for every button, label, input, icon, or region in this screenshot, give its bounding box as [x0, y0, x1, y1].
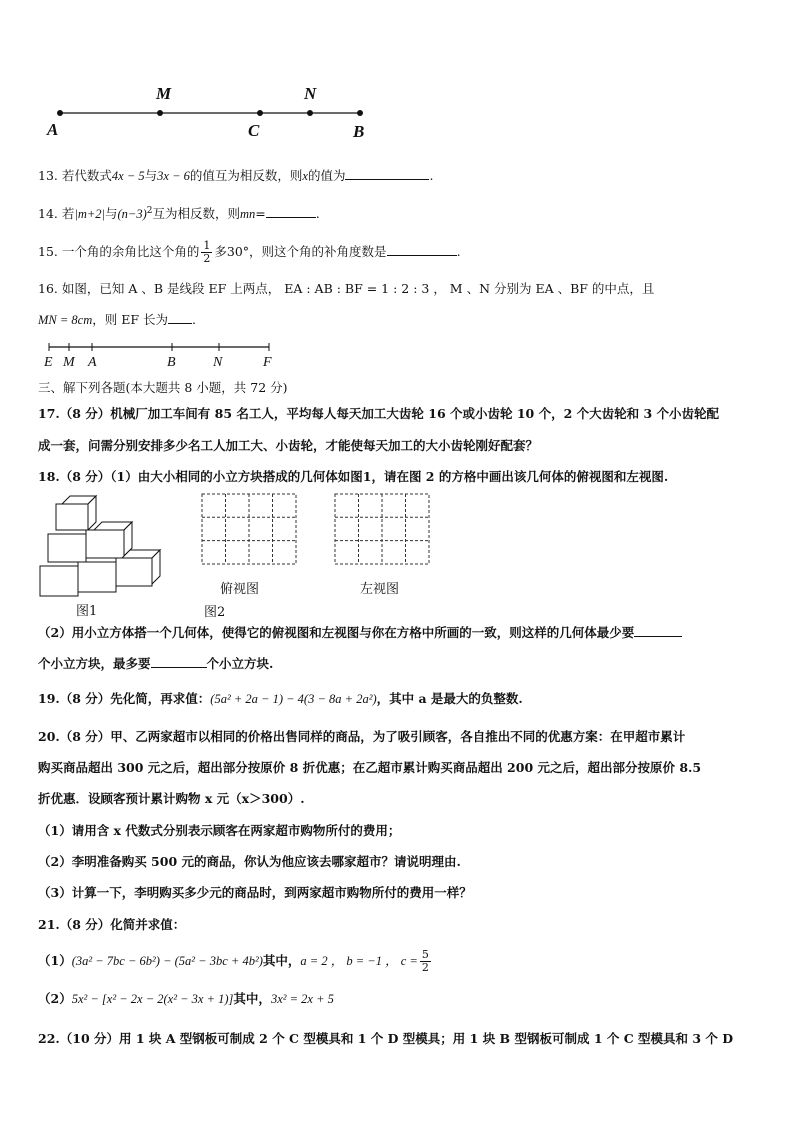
top-view-grid[interactable] — [201, 493, 297, 565]
q18-part2-text: （2）用小立方体搭一个几何体，使得它的俯视图和左视图与你在方格中所画的一致，则这样的几何体最少要 — [38, 625, 635, 640]
q15-fraction — [201, 240, 212, 265]
q15-answer-blank[interactable] — [387, 243, 457, 256]
q14-text-3: 互为相反数，则 — [152, 206, 241, 222]
question-16-line-2 — [38, 311, 196, 329]
q21-part2-label: （2） — [38, 991, 72, 1006]
q21-part2-condition: 3x² = 2x + 5 — [270, 992, 334, 1006]
q14-text-2: 与 — [104, 206, 118, 222]
top-view-label: 俯视图 — [220, 582, 260, 597]
q16-label-m: M — [63, 355, 75, 370]
q16-label-e: E — [44, 355, 53, 370]
left-view-grid[interactable] — [334, 493, 430, 565]
q14-eq: = — [255, 206, 266, 222]
q15-text-1: 一个角的余角比这个角的 — [61, 244, 200, 259]
q16-label-a: A — [88, 355, 97, 370]
q15-number: 15. — [38, 244, 58, 259]
q13-expr-1: 4x − 5 — [111, 169, 145, 183]
q21-part1-text: 其中， — [262, 953, 301, 968]
question-22-line-1: 22.（10 分）用 1 块 A 型钢板可制成 2 个 C 型模具和 1 个 D 型模具；用 1 块 B 型钢板可制成 1 个 C 型模具和 3 个 D — [38, 1031, 734, 1046]
q13-text-2: 与 — [144, 168, 158, 183]
point-label-n: N — [304, 84, 317, 103]
question-18-line-1: 18.（8 分）（1）由大小相同的小立方块搭成的几何体如图1，请在图 2 的方格中画出该几何体的俯视图和左视图. — [38, 469, 669, 484]
q14-number: 14. — [38, 206, 58, 222]
q15-frac-num: 1 — [203, 239, 211, 252]
question-19 — [38, 690, 523, 708]
q13-text-4: 的值为 — [307, 168, 346, 183]
cube-stack-figure — [36, 494, 196, 606]
q13-text-3: 的值互为相反数，则 — [189, 168, 303, 183]
question-20-line-2: 购买商品超出 300 元之后，超出部分按原价 8 折优惠；在乙超市累计购买商品超出 200 元之后，超出部分按原价 8.5 — [38, 760, 702, 775]
q21-part1-expression: (3a² − 7bc − 6b²) − (5a² − 3bc + 4b²) — [71, 954, 263, 968]
q16-end: . — [192, 312, 196, 327]
q18-text-3a: 个小立方块，最多要 — [38, 656, 151, 671]
q15-frac-den: 2 — [203, 252, 211, 265]
q15-end: . — [456, 244, 461, 259]
q16-text-2: ，则 EF 长为 — [92, 312, 169, 327]
figure-1-caption: 图1 — [76, 604, 98, 619]
question-21-part-1 — [38, 947, 433, 975]
q21-part2-text: 其中， — [233, 991, 271, 1006]
q14-text-1: 若 — [61, 206, 75, 222]
q16-number: 16. — [38, 281, 58, 296]
section-3-heading: 三、解下列各题(本大题共 8 小题，共 72 分) — [38, 380, 288, 395]
q19-text-1: 19.（8 分）先化简，再求值： — [38, 691, 211, 706]
question-20-sub-1: （1）请用含 x 代数式分别表示顾客在两家超市购物所付的费用； — [38, 823, 401, 838]
q21-part2-expression: 5x² − [x² − 2x − 2(x² − 3x + 1)] — [71, 992, 234, 1006]
q19-expression: (5a² + 2a − 1) − 4(3 − 8a + 2a²) — [210, 692, 377, 706]
question-21-part-2 — [38, 990, 334, 1008]
q13-expr-2: 3x − 6 — [157, 169, 190, 183]
q15-text-2: 多30°，则这个角的补角度数是 — [214, 244, 387, 259]
point-label-m: M — [156, 84, 172, 103]
q16-mn: MN = 8cm — [38, 313, 93, 327]
q14-expr-3: mn — [240, 207, 256, 222]
q14-expr-2: (n−3) — [117, 207, 147, 222]
question-17-line-2: 成一套，问需分别安排多少名工人加工大、小齿轮，才能使每天加工的大小齿轮刚好配套？ — [38, 438, 539, 453]
q16-label-f: F — [263, 355, 272, 370]
point-label-c: C — [248, 121, 260, 140]
question-13 — [38, 167, 433, 185]
question-18-line-2 — [38, 624, 682, 642]
q18-min-blank[interactable] — [634, 624, 682, 637]
q18-max-blank[interactable] — [151, 655, 207, 668]
q14-expr-1: |m+2| — [74, 207, 105, 222]
question-16-line-1 — [38, 280, 654, 298]
question-20-line-3: 折优惠．设顾客预计累计购物 x 元（x＞300）. — [38, 791, 305, 806]
q21-part1-label: （1） — [38, 953, 72, 968]
q16-label-n: N — [213, 355, 223, 370]
figure-2-caption: 图2 — [204, 605, 226, 620]
question-15 — [38, 238, 461, 266]
question-20-sub-2: （2）李明准备购买 500 元的商品，你认为他应该去哪家超市？请说明理由. — [38, 854, 461, 869]
question-20-line-1: 20.（8 分）甲、乙两家超市以相同的价格出售同样的商品，为了吸引顾客，各自推出不同的优惠方案：在甲超市累计 — [38, 729, 686, 744]
q21-frac-num: 5 — [421, 948, 429, 961]
q21-frac-den: 2 — [421, 961, 429, 974]
q14-end: . — [315, 206, 320, 222]
q14-answer-blank[interactable] — [266, 205, 316, 218]
question-18-line-3 — [38, 655, 273, 673]
question-14 — [38, 202, 320, 223]
segment-figure-q16 — [44, 341, 284, 353]
q21-part1-values: a = 2 ， b = −1 ， c = — [300, 954, 418, 968]
question-21-heading: 21.（8 分）化简并求值： — [38, 917, 186, 932]
left-view-label: 左视图 — [360, 582, 400, 597]
q13-var: x — [302, 169, 308, 183]
q14-exponent: 2 — [146, 206, 153, 216]
q16-text-1: 如图，已知 A 、B 是线段 EF 上两点， EA : AB : BF = 1 : 2 : 3 ， M 、N 分别为 EA 、BF 的中点，且 — [61, 281, 655, 296]
question-17-line-1: 17.（8 分）机械厂加工车间有 85 名工人，平均每人每天加工大齿轮 16 个或小齿轮 10 个，2 个大齿轮和 3 个小齿轮配 — [38, 406, 720, 421]
q18-text-3b: 个小立方块. — [206, 656, 274, 671]
point-label-a: A — [47, 120, 59, 139]
segment-figure-top — [50, 100, 380, 145]
q21-part1-fraction — [420, 949, 431, 974]
q13-text-1: 若代数式 — [61, 168, 112, 183]
q19-text-2: ，其中 a 是最大的负整数. — [376, 691, 523, 706]
q16-label-b: B — [167, 355, 176, 370]
point-label-b: B — [353, 122, 365, 141]
question-20-sub-3: （3）计算一下，李明购买多少元的商品时，到两家超市购物所付的费用一样？ — [38, 885, 472, 900]
q13-number: 13. — [38, 168, 58, 183]
q16-answer-blank[interactable] — [168, 311, 192, 324]
q13-answer-blank[interactable] — [345, 167, 429, 180]
q13-end: . — [429, 168, 434, 183]
